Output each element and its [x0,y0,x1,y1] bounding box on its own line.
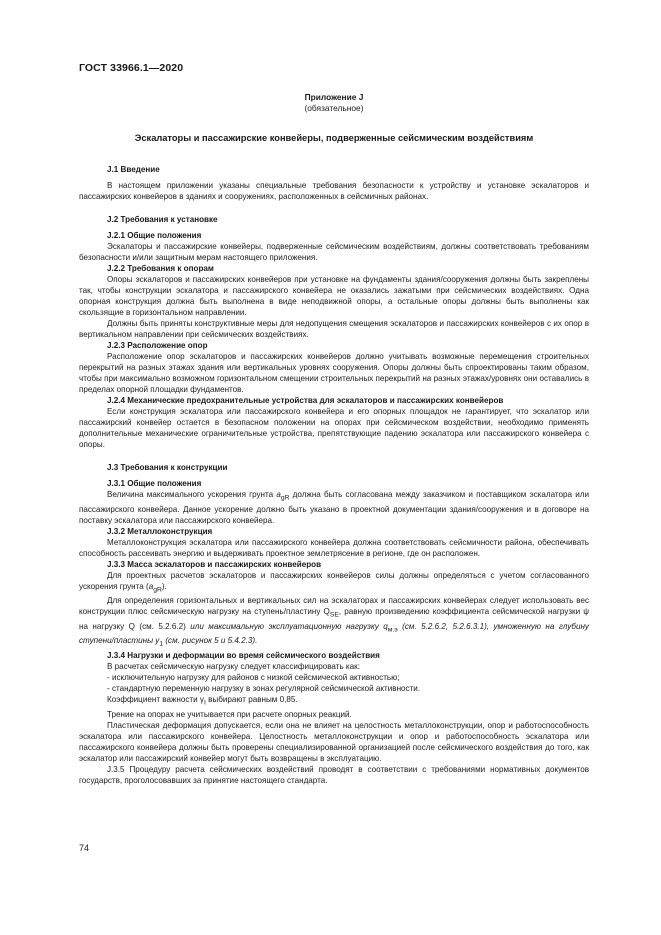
paragraph: Трение на опорах не учитывается при расчете опорных реакций. [107,709,352,719]
text-run: Для определения горизонтальных и вертикальных сил на эскалаторах и пассажирских конвейерах следует использовать вес конструкции плюс сейсмическую нагрузку на ступень/пластину Q [79,596,589,617]
text-run: , равную произведению коэффициента сейсмической нагрузки ψ на нагрузку Q (см. 5.2.6.2) [79,607,589,631]
text-run: Величина максимального ускорения грунта [107,490,277,499]
subsection-heading: J.2.4 Механические предохранительные устройства для эскалаторов и пассажирских конвейеров [107,396,504,405]
variable: a [276,490,281,499]
subsection-heading: J.3.1 Общие положения [107,479,202,488]
appendix-title: Эскалаторы и пассажирские конвейеры, подверженные сейсмическим воздействиям [134,133,534,143]
page-content [79,92,589,786]
subsection-heading: J.3.3 Масса эскалаторов и пассажирских конвейеров [107,559,322,569]
section-heading: J.3 Требования к конструкции [107,463,228,472]
list-item: - исключительную нагрузку для районов с низкой сейсмической активностью; [107,673,400,683]
text-run: Для проектных расчетов эскалаторов и пассажирских конвейеров силы должны определяться с учетом согласованного ускорения грунта ( [79,570,589,591]
paragraph [79,489,589,526]
subscript: gR [153,586,162,594]
appendix-label: Приложение J [304,92,364,102]
text-run: должна быть согласована между заказчиком и поставщиком эскалатора или пассажирского конвейера. Данное ускорение должно быть указано в проектной документации здания/сооружения и в договоре на поставку эскалатора или пассажирского конвейера. [79,490,589,525]
text-run: выбирают равным 0,85. [205,695,298,705]
paragraph [79,694,589,709]
subsection-heading: J.2.3 Расположение опор [107,341,208,350]
section-heading: J.2 Требования к установке [107,215,218,224]
paragraph: В настоящем приложении указаны специальные требования безопасности к устройству и установке эскалаторов и пассажирских конвейеров в зданиях и сооружениях, расположенных в сейсмичных районах. [79,181,589,201]
section-heading: J.1 Введение [107,165,160,174]
subscript: м.э [387,626,398,634]
paragraph: J.3.5 Процедуру расчета сейсмических воздействий проводят в соответствии с требованиями нормативных документов государств, проголосовавших за принятие настоящего стандарта. [79,764,589,785]
subscript: 1 [159,641,164,649]
document-header: ГОСТ 33966.1—2020 [79,62,184,74]
paragraph: Пластическая деформация допускается, если она не влияет на целостность металлоконструкции, опор и работоспособность эскалатора или пассажирского конвейера. Целостность металлоконструкции и опор и работоспособность эскалатора или пассажирского конвейера должны быть проверены специализированной организацией после сейсмического воздействия до того, как эскалатор или пассажирский конвейер могут быть возвращены в эксплуатацию. [79,720,589,763]
paragraph: Эскалаторы и пассажирские конвейеры, подверженные сейсмическим воздействиям, должны соответствовать требованиям безопасности и/или защитным мерам настоящего приложения. [79,242,589,262]
subscript: SE [329,611,339,619]
paragraph: В расчетах сейсмическую нагрузку следует классифицировать как: [107,662,360,672]
subsection-heading: J.2.2 Требования к опорам [107,264,214,273]
italic-run: или максимальную эксплуатационную нагрузку q [190,621,388,631]
paragraph: Опоры эскалаторов и пассажирских конвейеров при установке на фундаменты здания/сооружения должны быть закреплены так, чтобы конструкции эскалатора и пассажирского конвейера не оказались зажатыми при сейсмических воздействиях. Одна опорная конструкция должна быть выполнена в виде неподвижной опоры, а остальные опоры должны быть выполнены как скользящие в горизонтальном направлении. [79,275,589,317]
paragraph: Металлоконструкция эскалатора или пассажирского конвейера должна соответствовать сейсмичности района, обеспечивать способность рассеивать энергию и выдерживать проектное землетрясение в регионе, где он расположен. [79,537,589,558]
paragraph: Должны быть приняты конструктивные меры для недопущения смещения эскалаторов и пассажирских конвейеров с их опор в вертикальном направлении при сейсмических воздействиях. [79,319,589,339]
subsection-heading: J.3.4 Нагрузки и деформации во время сейсмического воздействия [107,651,380,661]
variable: a [148,581,154,591]
subsection-heading: J.3.2 Металлоконструкция [107,526,213,536]
paragraph [79,595,589,650]
italic-run: (см. 5.2.6.2, 5.2.6.3.1), умноженную на глубину ступени/пластины y [79,621,589,646]
appendix-status: (обязательное) [304,103,364,113]
subscript: I [203,699,206,707]
paragraph: Если конструкция эскалатора или пассажирского конвейера и его опорных площадок не гарантирует, что эскалатор или пассажирский конвейер остается в безопасном положении на опорах при сейсмическом воздействии, необходимо применять дополнительные механические ограничительные устройства, препятствующие падению эскалатора или пассажирского конвейера с опоры. [79,407,589,449]
italic-run: (см. рисунок 5 и 5.4.2.3). [163,636,258,646]
text-run: Коэффициент важности γ [107,695,204,705]
list-item: - стандартную переменную нагрузку в зонах регулярной сейсмической активности. [107,684,421,694]
text-run: ). [161,581,167,591]
paragraph: Расположение опор эскалаторов и пассажирских конвейеров должно учитывать возможные перемещения строительных перекрытий на разных этажах здания или вертикальных уровнях сооружения. Опоры должны быть спроектированы таким образом, чтобы при максимально возможном горизонтальном смещении строительных перекрытий на разных этажах/уровнях они оставались в пределах опорной площадки фундаментов. [79,352,589,394]
subscript: gR [280,494,290,502]
paragraph [79,570,589,596]
subsection-heading: J.2.1 Общие положения [107,231,202,240]
page-number: 74 [79,843,90,853]
